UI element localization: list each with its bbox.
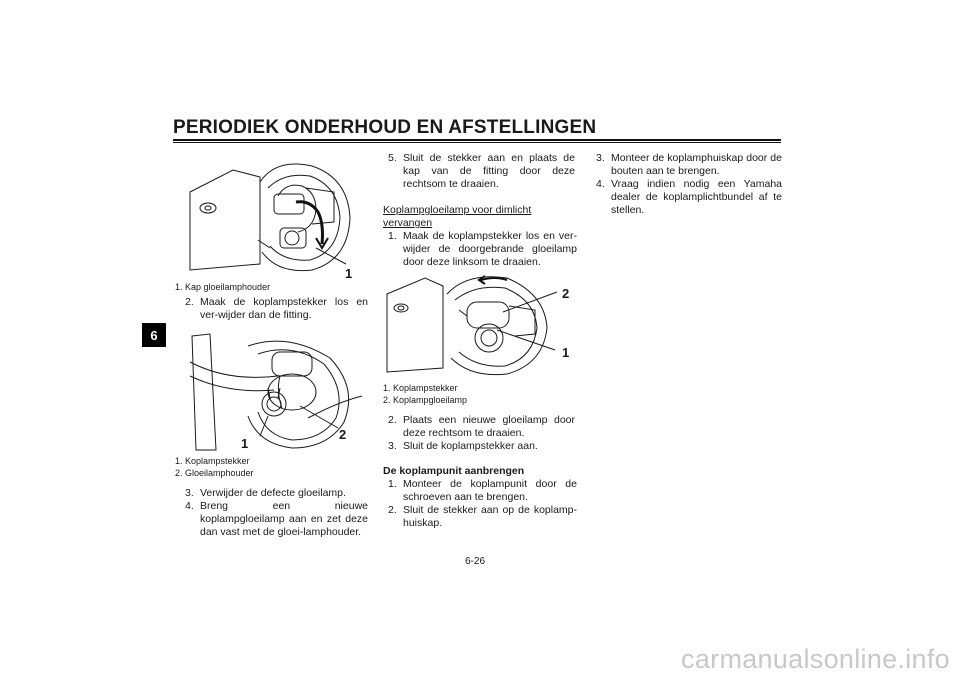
figure-cap-gloeilamphouder [188,152,364,278]
fig1-legend-item: 1. Kap gloeilamphouder [175,282,271,292]
step-text: Verwijder de defecte gloeilamp. [200,487,346,499]
header-rule [173,139,781,141]
header-rule-thin [173,142,781,143]
step-number: 1. [388,478,397,490]
step-number: 3. [388,440,397,452]
fig2-legend-item: 2. Gloeilamphouder [175,468,254,478]
col2-step-5-block [388,152,575,191]
step-text: Breng een nieuwe koplampgloeilamp aan en zet deze dan vast met de gloei-lamphouder. [200,500,368,538]
dimlicht-step-1 [388,230,577,269]
step-text: Maak de koplampstekker los en ver-wijder dan de fitting. [200,296,368,321]
watermark: carmanualsonline.info [681,644,950,674]
step-text: Sluit de stekker aan en plaats de kap van de fitting door deze rechtsom te draaien. [403,152,575,190]
step-number: 4. [596,178,605,190]
col1-steps-b [185,487,368,539]
koplampunit-section [383,465,577,530]
figure-koplampgloeilamp [385,268,561,378]
figure-koplampstekker-gloeilamphouder [188,332,364,452]
page-title: PERIODIEK ONDERHOUD EN AFSTELLINGEN [173,117,597,138]
col1-step-4 [185,500,368,539]
section-heading-koplampunit: De koplampunit aanbrengen [383,465,525,477]
fig2-legend [175,455,254,479]
step-number: 1. [388,230,397,242]
step-number: 3. [596,152,605,164]
step-number: 2. [185,296,194,308]
col1-step-3 [185,487,368,500]
fig3-callout-2: 2 [562,286,570,301]
dimlicht-step-3 [388,440,575,453]
step-text: Maak de koplampstekker los en ver-wijder de doorgebrande gloeilamp door deze linksom te draaien. [403,230,577,268]
fig2-callout-1: 1 [241,436,249,451]
step-number: 2. [388,504,397,516]
step-number: 2. [388,414,397,426]
col1-step-2 [185,296,368,322]
step-text: Sluit de koplampstekker aan. [403,440,538,452]
fig2-legend-item: 1. Koplampstekker [175,456,250,466]
fig3-legend-item: 1. Koplampstekker [383,383,458,393]
fig2-callout-2: 2 [339,427,347,442]
fig3-legend-item: 2. Koplampgloeilamp [383,395,468,405]
dimlicht-step-2 [388,414,575,440]
fig3-callout-1: 1 [562,345,570,360]
fig3-legend [383,382,467,406]
section-heading-dimlicht: Koplampgloeilamp voor dimlicht vervangen [383,204,532,229]
step-number: 4. [185,500,194,512]
page-number: 6-26 [465,556,486,567]
step-number: 3. [185,487,194,499]
step-text: Monteer de koplampunit door de schroeven aan te brengen. [403,478,577,503]
unit-step-1 [388,478,577,504]
step-text: Sluit de stekker aan op de koplamp-huiskap. [403,504,577,529]
col3-step-3 [596,152,782,178]
dimlicht-section [383,204,577,269]
step-text: Plaats een nieuwe gloeilamp door deze rechtsom te draaien. [403,414,575,439]
dimlicht-steps-cont [388,414,575,453]
fig1-callout-1: 1 [345,266,353,281]
col2-step-5 [388,152,575,191]
step-number: 5. [388,152,397,164]
step-text: Monteer de koplamphuiskap door de bouten aan te brengen. [611,152,782,177]
fig1-legend [175,281,270,293]
col3-steps [596,152,782,217]
unit-step-2 [388,504,577,530]
col3-step-4 [596,178,782,217]
chapter-tab: 6 [142,323,166,347]
step-text: Vraag indien nodig een Yamaha dealer de koplamplichtbundel af te stellen. [611,178,782,216]
col1-steps-a [185,296,368,322]
